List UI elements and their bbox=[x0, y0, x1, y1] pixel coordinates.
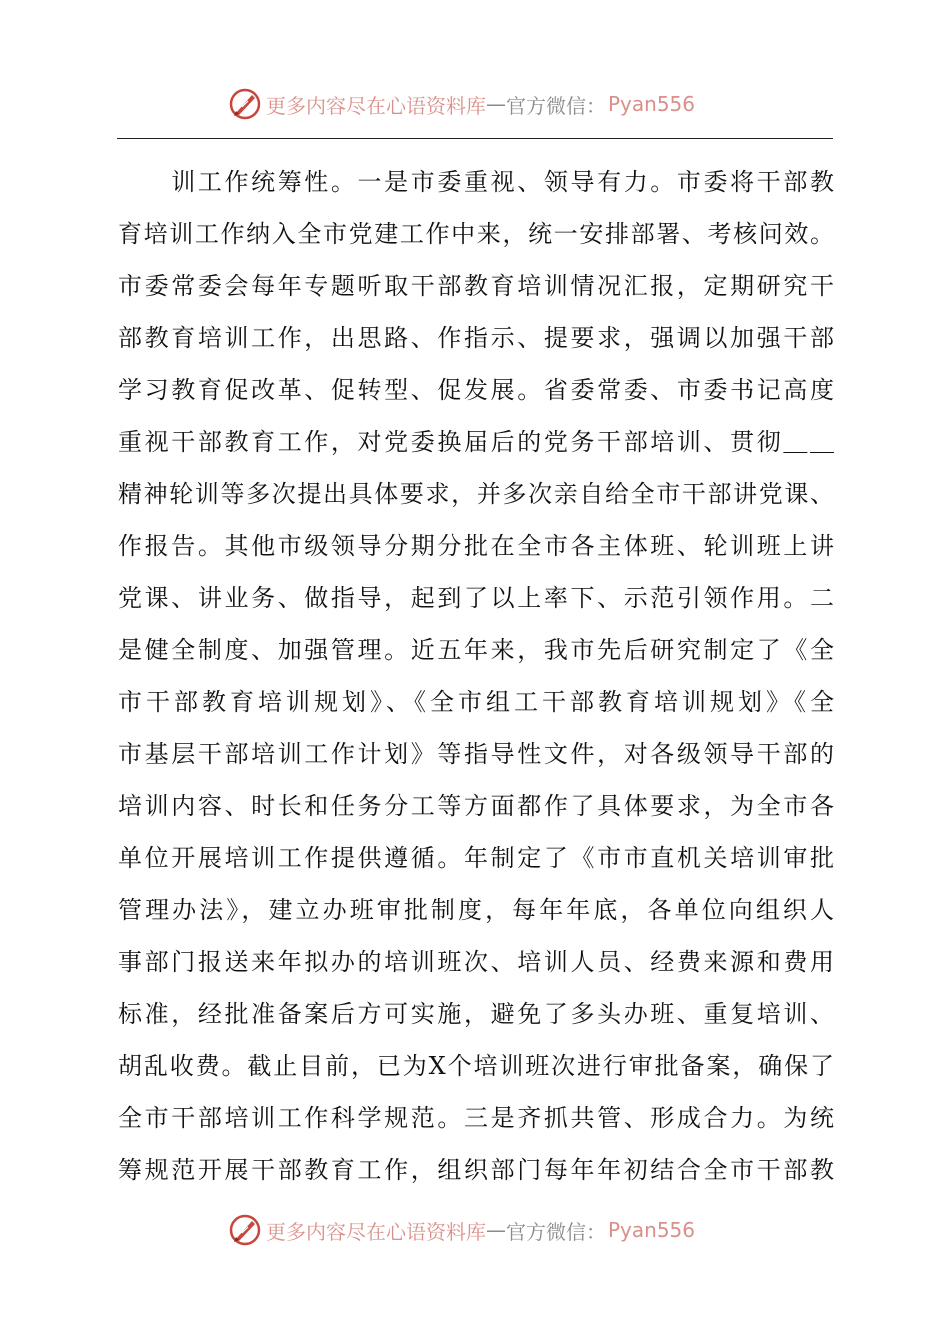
text-line: 标准，经批准备案后方可实施，避免了多头办班、重复培训、 bbox=[118, 1000, 834, 1028]
text-line: 管理办法》，建立办班审批制度，每年年底，各单位向组织人 bbox=[118, 896, 834, 924]
text-line: 全市干部培训工作科学规范。三是齐抓共管、形成合力。为统 bbox=[118, 1104, 834, 1132]
text-line: 胡乱收费。截止目前，已为X个培训班次进行审批备案，确保了 bbox=[118, 1052, 834, 1080]
header-dash: — bbox=[486, 92, 506, 116]
header-watermark bbox=[228, 84, 695, 124]
footer-watermark bbox=[228, 1210, 695, 1250]
header-brand-text: 更多内容尽在心语资料库 bbox=[266, 93, 486, 118]
header-wechat-id: Pyan556 bbox=[608, 92, 696, 116]
text-line: 育培训工作纳入全市党建工作中来，统一安排部署、考核问效。 bbox=[118, 220, 834, 248]
text-line: 精神轮训等多次提出具体要求，并多次亲自给全市干部讲党课、 bbox=[118, 480, 834, 508]
body-text bbox=[118, 156, 834, 1196]
footer-wechat-id: Pyan556 bbox=[608, 1218, 696, 1242]
text-line: 重视干部教育工作，对党委换届后的党务干部培训、贯彻＿＿ bbox=[118, 428, 834, 456]
text-line: 事部门报送来年拟办的培训班次、培训人员、经费来源和费用 bbox=[118, 948, 834, 976]
quill-logo-icon bbox=[228, 87, 262, 121]
header-divider bbox=[117, 138, 833, 139]
quill-logo-icon bbox=[228, 1213, 262, 1247]
text-line: 是健全制度、加强管理。近五年来，我市先后研究制定了《全 bbox=[118, 636, 834, 664]
text-line: 作报告。其他市级领导分期分批在全市各主体班、轮训班上讲 bbox=[118, 532, 834, 560]
text-line: 单位开展培训工作提供遵循。年制定了《市市直机关培训审批 bbox=[118, 844, 834, 872]
footer-brand-text: 更多内容尽在心语资料库 bbox=[266, 1219, 486, 1244]
text-line: 学习教育促改革、促转型、促发展。省委常委、市委书记高度 bbox=[118, 376, 834, 404]
text-line: 培训内容、时长和任务分工等方面都作了具体要求，为全市各 bbox=[118, 792, 834, 820]
text-line: 市委常委会每年专题听取干部教育培训情况汇报，定期研究干 bbox=[118, 272, 834, 300]
header-wechat-label: 官方微信： bbox=[506, 93, 606, 118]
footer-dash: — bbox=[486, 1218, 506, 1242]
text-line: 筹规范开展干部教育工作，组织部门每年年初结合全市干部教 bbox=[118, 1156, 834, 1184]
text-line: 市基层干部培训工作计划》等指导性文件，对各级领导干部的 bbox=[118, 740, 834, 768]
footer-wechat-label: 官方微信： bbox=[506, 1219, 606, 1244]
text-line: 训工作统筹性。一是市委重视、领导有力。市委将干部教 bbox=[118, 168, 834, 196]
text-line: 党课、讲业务、做指导，起到了以上率下、示范引领作用。二 bbox=[118, 584, 834, 612]
text-line: 部教育培训工作，出思路、作指示、提要求，强调以加强干部 bbox=[118, 324, 834, 352]
text-line: 市干部教育培训规划》、《全市组工干部教育培训规划》《全 bbox=[118, 688, 834, 716]
